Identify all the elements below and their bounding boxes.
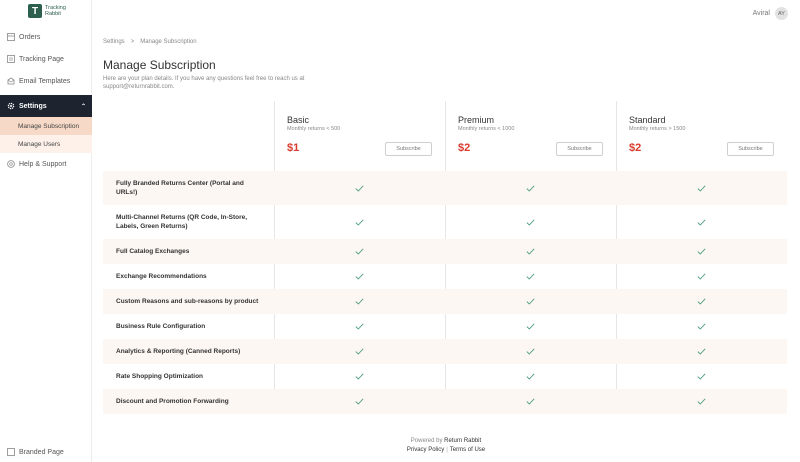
check-icon [526, 298, 535, 305]
powered-by-label: Powered by [410, 438, 443, 444]
check-cell [274, 219, 445, 226]
help-icon [6, 160, 15, 169]
feature-label: Business Rule Configuration [116, 323, 206, 330]
plan-price: $2 [458, 142, 471, 154]
feature-rows [103, 171, 787, 414]
check-cell [616, 273, 787, 280]
check-icon [526, 219, 535, 226]
breadcrumb [103, 39, 197, 45]
sidebar [0, 0, 92, 462]
check-icon [355, 298, 364, 305]
check-cell [445, 398, 616, 405]
check-cell [445, 219, 616, 226]
check-cell [445, 298, 616, 305]
avatar: AY [775, 7, 788, 20]
table-row [103, 239, 787, 264]
check-cell [445, 273, 616, 280]
logo[interactable] [28, 4, 73, 18]
user-menu[interactable] [753, 7, 788, 20]
check-icon [526, 185, 535, 192]
plan-name: Premium [458, 115, 495, 125]
breadcrumb-current: Manage Subscription [140, 39, 197, 45]
check-cell [616, 323, 787, 330]
page-icon [6, 448, 15, 457]
feature-label: Rate Shopping Optimization [116, 373, 204, 380]
subscribe-button-premium[interactable]: Subscribe [556, 142, 603, 156]
check-cell [616, 248, 787, 255]
check-icon [526, 398, 535, 405]
terms-of-use-link[interactable]: Terms of Use [449, 447, 486, 453]
check-icon [697, 398, 706, 405]
check-cell [274, 323, 445, 330]
feature-label: Analytics & Reporting (Canned Reports) [116, 348, 241, 355]
check-icon [526, 373, 535, 380]
privacy-policy-link[interactable]: Privacy Policy [406, 447, 445, 453]
check-cell [445, 348, 616, 355]
check-cell [616, 185, 787, 192]
check-cell [274, 373, 445, 380]
check-icon [697, 248, 706, 255]
feature-label: Exchange Recommendations [116, 273, 207, 280]
check-cell [616, 298, 787, 305]
plan-premium-pricing [445, 101, 616, 171]
feature-label: Custom Reasons and sub-reasons by product [116, 298, 259, 305]
check-cell [274, 248, 445, 255]
check-icon [526, 323, 535, 330]
check-icon [355, 219, 364, 226]
sidebar-item-label: Branded Page [19, 448, 64, 456]
footer-links [92, 447, 800, 453]
feature-label: Full Catalog Exchanges [116, 248, 190, 255]
plan-name: Basic [287, 115, 310, 125]
check-cell [445, 185, 616, 192]
sidebar-item-label: Email Templates [19, 77, 71, 85]
check-cell [616, 373, 787, 380]
sidebar-item-branded-page[interactable] [0, 441, 92, 462]
feature-label: Fully Branded Returns Center (Portal and URLs!) [116, 180, 244, 196]
sidebar-nav [0, 26, 92, 175]
check-cell [274, 185, 445, 192]
check-cell [445, 373, 616, 380]
check-icon [697, 219, 706, 226]
table-row [103, 264, 787, 289]
plan-basic-pricing [274, 101, 445, 171]
sidebar-subitem-label: Manage Subscription [18, 122, 80, 130]
check-icon [355, 273, 364, 280]
powered-by [92, 438, 800, 444]
check-cell [616, 219, 787, 226]
sidebar-item-orders[interactable] [0, 26, 92, 48]
table-row [103, 364, 787, 389]
page-description: Here are your plan details. If you have any questions feel free to reach us at support@returnrabbit.com. [103, 76, 305, 90]
table-row [103, 314, 787, 339]
page-icon [6, 55, 15, 64]
check-icon [355, 248, 364, 255]
check-cell [445, 248, 616, 255]
page-title: Manage Subscription [103, 58, 216, 72]
plan-price: $2 [629, 142, 642, 154]
table-row [103, 205, 787, 239]
breadcrumb-root[interactable]: Settings [103, 39, 125, 45]
box-icon [6, 33, 15, 42]
sidebar-subitem-label: Manage Users [18, 140, 61, 148]
sidebar-item-label: Settings [19, 102, 47, 110]
sidebar-item-email-templates[interactable] [0, 70, 92, 92]
check-cell [616, 348, 787, 355]
check-cell [274, 298, 445, 305]
check-icon [526, 348, 535, 355]
check-icon [526, 273, 535, 280]
check-cell [274, 348, 445, 355]
check-icon [526, 248, 535, 255]
check-cell [274, 398, 445, 405]
check-icon [697, 348, 706, 355]
sidebar-item-help-support[interactable] [0, 153, 92, 175]
subscribe-button-basic[interactable]: Subscribe [385, 142, 432, 156]
check-icon [355, 323, 364, 330]
chevron-up-icon: ⌃ [80, 103, 86, 110]
table-row [103, 339, 787, 364]
plan-price: $1 [287, 142, 300, 154]
user-name: Aviral [752, 10, 770, 17]
check-cell [616, 398, 787, 405]
check-icon [697, 273, 706, 280]
table-row [103, 171, 787, 205]
footer-separator: | [446, 447, 448, 453]
check-icon [355, 348, 364, 355]
sidebar-item-label: Orders [19, 33, 41, 41]
plan-name: Standard [629, 115, 666, 125]
plan-limit: Monthly returns < 1000 [458, 126, 515, 132]
check-icon [697, 298, 706, 305]
sidebar-item-label: Help & Support [19, 160, 67, 168]
sidebar-item-label: Tracking Page [19, 55, 64, 63]
feature-label: Discount and Promotion Forwarding [116, 398, 229, 405]
sidebar-subitem-manage-subscription[interactable] [0, 117, 92, 135]
sidebar-subitem-manage-users[interactable] [0, 135, 92, 153]
logo-mark: T [28, 4, 42, 18]
footer [92, 438, 800, 453]
feature-label: Multi-Channel Returns (QR Code, In-Store, Labels, Green Returns) [116, 214, 248, 230]
plan-limit: Monthly returns < 500 [287, 126, 341, 132]
check-icon [697, 185, 706, 192]
plan-limit: Monthly returns > 1500 [629, 126, 686, 132]
sidebar-bottom [0, 441, 92, 462]
mail-icon [6, 77, 15, 86]
check-icon [355, 373, 364, 380]
sidebar-item-settings[interactable] [0, 95, 92, 117]
breadcrumb-separator: > [130, 39, 135, 45]
table-row [103, 389, 787, 414]
check-cell [274, 273, 445, 280]
check-icon [697, 323, 706, 330]
logo-text: Tracking Rabbit [45, 5, 66, 17]
check-icon [355, 398, 364, 405]
plans-table [103, 101, 787, 412]
check-icon [355, 185, 364, 192]
gear-icon [6, 102, 15, 111]
subscribe-button-standard[interactable]: Subscribe [727, 142, 774, 156]
check-cell [445, 323, 616, 330]
check-icon [697, 373, 706, 380]
powered-by-brand[interactable]: Return Rabbit [444, 438, 482, 444]
table-row [103, 289, 787, 314]
plan-standard-pricing [616, 101, 787, 171]
sidebar-item-tracking-page[interactable] [0, 48, 92, 70]
